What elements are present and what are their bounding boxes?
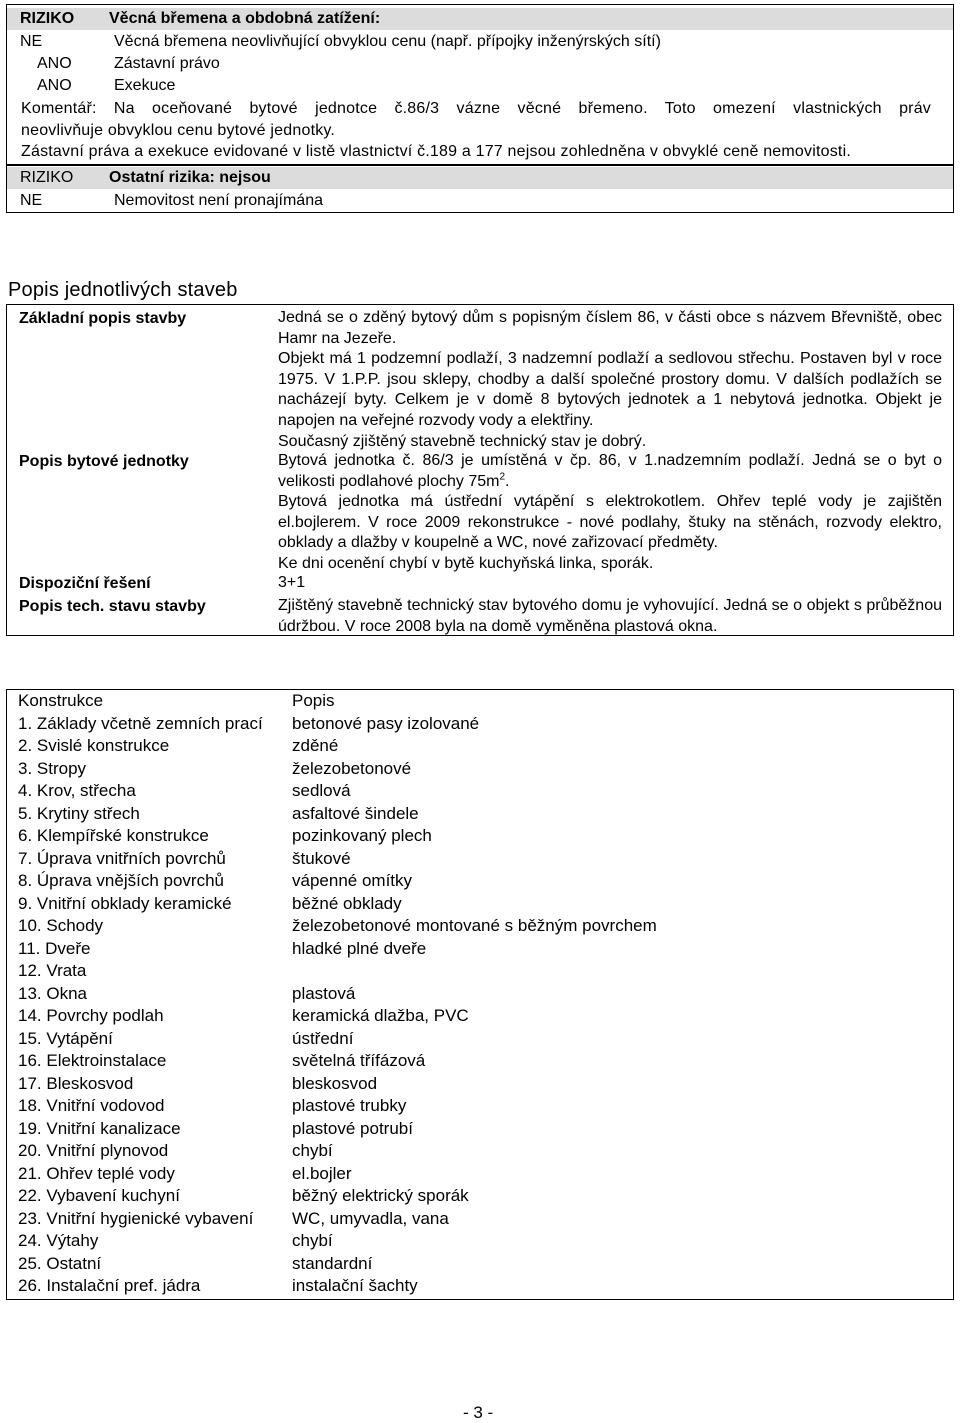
table-row <box>7 758 953 781</box>
item-text: Zástavní právo <box>114 55 220 72</box>
item-status: NE <box>20 192 43 209</box>
konstrukce-value: instalační šachty <box>292 1276 418 1295</box>
table-row <box>7 870 953 893</box>
konstrukce-value: chybí <box>292 1141 333 1160</box>
konstrukce-name: 18. Vnitřní vodovod <box>18 1096 165 1115</box>
paragraph-text: Bytová jednotka č. 86/3 je umístěná v čp. 86, v 1.nadzemním podlaží. Jedná se o byt o velikosti podlahové plochy 75m <box>278 452 942 490</box>
table-row <box>7 1095 953 1118</box>
comment-line: Komentář: Na oceňované bytové jednotce č.86/3 vázne věcné břemeno. Toto omezení vlastnických práv <box>21 100 931 117</box>
konstrukce-name: 25. Ostatní <box>18 1253 102 1273</box>
column-header-popis: Popis <box>292 691 335 710</box>
paragraph <box>278 451 942 492</box>
riziko-header-row <box>7 8 953 30</box>
konstrukce-name: 16. Elektroinstalace <box>18 1051 167 1070</box>
riziko-title: Věcná břemena a obdobná zatížení: <box>109 10 381 27</box>
konstrukce-name: 13. Okna <box>18 983 87 1003</box>
column-header-konstrukce: Konstrukce <box>18 691 104 710</box>
konstrukce-name: 23. Vnitřní hygienické vybavení <box>18 1208 254 1228</box>
konstrukce-name: 1. Základy včetně zemních prací <box>18 713 263 733</box>
table-row <box>7 1163 953 1186</box>
konstrukce-name: 14. Povrchy podlah <box>18 1006 164 1025</box>
konstrukce-value: plastové potrubí <box>292 1118 413 1138</box>
table-row <box>7 848 953 871</box>
konstrukce-value: ústřední <box>292 1028 354 1048</box>
konstrukce-value: sedlová <box>292 781 351 800</box>
konstrukce-value: plastová <box>292 983 356 1003</box>
konstrukce-value: běžné obklady <box>292 893 402 913</box>
page-number: - 3 - <box>463 1403 494 1422</box>
table-row <box>7 780 953 803</box>
konstrukce-table <box>6 689 954 1300</box>
konstrukce-name: 21. Ohřev teplé vody <box>18 1163 175 1183</box>
table-row <box>7 1005 953 1028</box>
konstrukce-value: plastové trubky <box>292 1096 407 1115</box>
konstrukce-name: 20. Vnitřní plynovod <box>18 1141 169 1160</box>
superscript: 2 <box>499 471 506 483</box>
konstrukce-value: železobetonové <box>292 758 412 778</box>
popis-tech-stavu-label: Popis tech. stavu stavby <box>19 598 206 615</box>
table-row <box>7 960 953 983</box>
table-row <box>7 1230 953 1253</box>
konstrukce-name: 24. Výtahy <box>18 1231 99 1250</box>
table-row <box>7 1140 953 1163</box>
konstrukce-name: 3. Stropy <box>18 758 87 778</box>
riziko-header-row <box>7 167 953 189</box>
paragraph: Bytová jednotka má ústřední vytápění s elektrokotlem. Ohřev teplé vody je zajištěn el.bojlerem. V roce 2009 rekonstrukce - nové podlahy, štuky na stěnách, rozvody elektro, obklady a dlažby v koupelně a WC, nové zařizovací předměty. <box>278 493 942 552</box>
konstrukce-value: zděné <box>292 736 339 755</box>
item-status: ANO <box>37 55 72 72</box>
konstrukce-name: 2. Svislé konstrukce <box>18 736 170 755</box>
paragraph: Jedná se o zděný bytový dům s popisným číslem 86, v části obce s názvem Břevniště, obec Hamr na Jezeře. <box>278 309 942 347</box>
konstrukce-value: asfaltové šindele <box>292 803 419 823</box>
konstrukce-name: 15. Vytápění <box>18 1028 113 1048</box>
konstrukce-name: 11. Dveře <box>18 938 91 958</box>
table-row <box>7 983 953 1006</box>
table-row <box>7 938 953 961</box>
table-row <box>7 803 953 826</box>
konstrukce-value: betonové pasy izolované <box>292 713 480 733</box>
konstrukce-value: standardní <box>292 1253 373 1273</box>
konstrukce-value: pozinkovaný plech <box>292 826 432 845</box>
dispozicni-reseni-label: Dispoziční řešení <box>19 575 151 592</box>
item-status: NE <box>20 33 43 50</box>
comment-line: Zástavní práva a exekuce evidované v listě vlastnictví č.189 a 177 nejsou zohledněna v obvyklé ceně nemovitosti. <box>21 143 851 160</box>
konstrukce-value: el.bojler <box>292 1163 352 1183</box>
konstrukce-name: 7. Úprava vnitřních povrchů <box>18 848 226 868</box>
table-row <box>7 1050 953 1073</box>
table-row <box>7 1073 953 1096</box>
paragraph-end: . <box>505 472 510 490</box>
table-row <box>7 1253 953 1276</box>
riziko-ostatni-box <box>6 165 954 213</box>
popis-bytove-jednotky-text <box>278 451 942 575</box>
konstrukce-value: světelná třífázová <box>292 1051 426 1070</box>
konstrukce-value: hladké plné dveře <box>292 938 427 958</box>
konstrukce-name: 19. Vnitřní kanalizace <box>18 1118 181 1138</box>
section-title: Popis jednotlivých staveb <box>8 279 238 301</box>
table-row <box>7 713 953 736</box>
konstrukce-name: 9. Vnitřní obklady keramické <box>18 893 232 913</box>
konstrukce-name: 5. Krytiny střech <box>18 803 140 823</box>
table-row <box>7 735 953 758</box>
table-row <box>7 915 953 938</box>
zakladni-popis-label: Základní popis stavby <box>19 310 187 327</box>
table-row <box>7 1028 953 1051</box>
table-row <box>7 1275 953 1298</box>
comment-line: neovlivňuje obvyklou cenu bytové jednotky. <box>21 121 336 139</box>
item-text: Exekuce <box>114 77 176 94</box>
item-text: Věcná břemena neovlivňující obvyklou cenu (např. přípojky inženýrských sítí) <box>114 33 661 50</box>
konstrukce-value: bleskosvod <box>292 1073 378 1093</box>
popis-tech-stavu-text <box>278 596 942 637</box>
paragraph: Současný zjištěný stavebně technický stav je dobrý. <box>278 432 647 450</box>
konstrukce-value: štukové <box>292 848 351 868</box>
table-row <box>7 1185 953 1208</box>
konstrukce-value: železobetonové montované s běžným povrchem <box>292 916 657 935</box>
table-row <box>7 1208 953 1231</box>
konstrukce-value: chybí <box>292 1231 333 1250</box>
konstrukce-value: keramická dlažba, PVC <box>292 1006 469 1025</box>
item-text: Nemovitost není pronajímána <box>114 192 323 209</box>
riziko-label: RIZIKO <box>20 10 75 27</box>
table-row <box>7 893 953 916</box>
table-row <box>7 1118 953 1141</box>
konstrukce-value: běžný elektrický sporák <box>292 1186 469 1205</box>
table-header-row <box>7 690 953 713</box>
konstrukce-name: 26. Instalační pref. jádra <box>18 1276 201 1295</box>
popis-bytove-jednotky-label: Popis bytové jednotky <box>19 453 189 470</box>
konstrukce-name: 4. Krov, střecha <box>18 781 136 800</box>
table-row <box>7 825 953 848</box>
popis-staveb-box <box>6 304 954 636</box>
dispozicni-reseni-value: 3+1 <box>278 574 306 591</box>
konstrukce-name: 10. Schody <box>18 916 104 935</box>
konstrukce-value: WC, umyvadla, vana <box>292 1208 449 1228</box>
paragraph: Ke dni ocenění chybí v bytě kuchyňská linka, sporák. <box>278 554 654 572</box>
riziko-title: Ostatní rizika: nejsou <box>109 169 271 186</box>
konstrukce-name: 17. Bleskosvod <box>18 1073 134 1093</box>
paragraph: Zjištěný stavebně technický stav bytového domu je vyhovující. Jedná se o objekt s průběžnou údržbou. V roce 2008 byla na domě vyměněna plastová okna. <box>278 597 942 635</box>
paragraph: Objekt má 1 podzemní podlaží, 3 nadzemní podlaží a sedlovou střechu. Postaven byl v roce 1975. V 1.P.P. jsou sklepy, chodby a další společné prostory domu. V dalších podlažích se nacházejí byty. Celkem je v domě 8 bytových jednotek a 1 nebytová jednotka. Objekt je napojen na veřejné rozvody vody a elektřiny. <box>278 350 942 429</box>
konstrukce-name: 8. Úprava vnějších povrchů <box>18 871 224 890</box>
konstrukce-name: 12. Vrata <box>18 961 87 980</box>
konstrukce-name: 6. Klempířské konstrukce <box>18 826 209 845</box>
zakladni-popis-text <box>278 308 942 452</box>
riziko-vecna-bremena-box <box>6 4 954 165</box>
riziko-label: RIZIKO <box>20 169 74 186</box>
konstrukce-name: 22. Vybavení kuchyní <box>18 1186 180 1205</box>
item-status: ANO <box>37 77 72 94</box>
comment-block <box>21 98 931 163</box>
konstrukce-value: vápenné omítky <box>292 871 413 890</box>
